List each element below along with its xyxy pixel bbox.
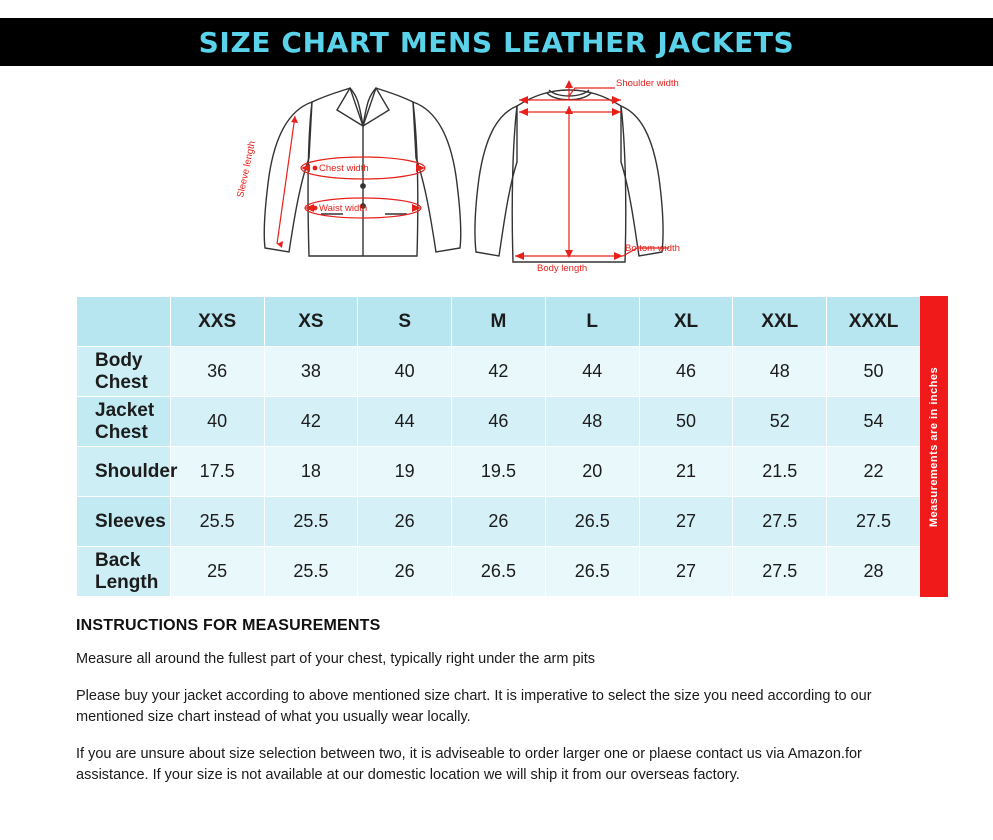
- cell-jacket-chest-xs: 42: [264, 397, 358, 447]
- instructions-paragraph-2: Please buy your jacket according to above mentioned size chart. It is imperative to select the size you need according to our mentioned size chart instead of what you usually wear locally.: [76, 688, 872, 726]
- jacket-illustration: [0, 66, 993, 294]
- cell-shoulder-xxl: 21.5: [733, 447, 827, 497]
- cell-back-length-xl: 27: [639, 547, 733, 597]
- jacket-diagram-svg: [217, 66, 777, 292]
- cell-sleeves-m: 26: [452, 497, 546, 547]
- cell-back-length-s: 26: [358, 547, 452, 597]
- cell-sleeves-xs: 25.5: [264, 497, 358, 547]
- row-header-jacket-chest: Jacket Chest: [77, 397, 171, 447]
- cell-back-length-m: 26.5: [452, 547, 546, 597]
- row-header-shoulder: Shoulder: [77, 447, 171, 497]
- table-row: [77, 397, 921, 447]
- cell-jacket-chest-xxs: 40: [170, 397, 264, 447]
- instructions-paragraph-3: If you are unsure about size selection between two, it is adviseable to order larger one or plaese contact us via Amazon.for assistance. If your size is not available at our domestic location we will ship it from our overseas factory.: [76, 746, 862, 784]
- cell-body-chest-l: 44: [545, 347, 639, 397]
- cell-body-chest-xxl: 48: [733, 347, 827, 397]
- cell-body-chest-m: 42: [452, 347, 546, 397]
- cell-body-chest-xxxl: 50: [827, 347, 921, 397]
- cell-jacket-chest-m: 46: [452, 397, 546, 447]
- cell-back-length-xxs: 25: [170, 547, 264, 597]
- cell-sleeves-s: 26: [358, 497, 452, 547]
- instructions-paragraph-1: Measure all around the fullest part of your chest, typically right under the arm pits: [76, 651, 596, 667]
- measurement-units-label: Measurements are in inches: [928, 366, 940, 527]
- size-table-wrapper: [76, 296, 940, 597]
- cell-jacket-chest-xxxl: 54: [827, 397, 921, 447]
- table-header-row: [77, 297, 921, 347]
- column-header-xl: XL: [639, 297, 733, 347]
- table-corner-cell: [77, 297, 171, 347]
- measurement-units-strip: [920, 296, 948, 597]
- cell-back-length-xxl: 27.5: [733, 547, 827, 597]
- cell-shoulder-xxs: 17.5: [170, 447, 264, 497]
- cell-jacket-chest-s: 44: [358, 397, 452, 447]
- row-header-back-length: Back Length: [77, 547, 171, 597]
- column-header-l: L: [545, 297, 639, 347]
- row-header-body-chest: Body Chest: [77, 347, 171, 397]
- cell-body-chest-xxs: 36: [170, 347, 264, 397]
- column-header-m: M: [452, 297, 546, 347]
- column-header-xxl: XXL: [733, 297, 827, 347]
- instructions-heading: INSTRUCTIONS FOR MEASUREMENTS: [76, 617, 381, 634]
- size-table: [76, 296, 921, 597]
- label-body-length: Body length: [536, 263, 587, 274]
- cell-back-length-l: 26.5: [545, 547, 639, 597]
- cell-jacket-chest-xl: 50: [639, 397, 733, 447]
- label-sleeve-length: Sleeve length: [234, 140, 258, 199]
- cell-sleeves-l: 26.5: [545, 497, 639, 547]
- cell-shoulder-s: 19: [358, 447, 452, 497]
- cell-sleeves-xxs: 25.5: [170, 497, 264, 547]
- instructions-section: [76, 617, 921, 786]
- cell-jacket-chest-xxl: 52: [733, 397, 827, 447]
- column-header-xxxl: XXXL: [827, 297, 921, 347]
- cell-back-length-xxxl: 28: [827, 547, 921, 597]
- column-header-xs: XS: [264, 297, 358, 347]
- cell-body-chest-s: 40: [358, 347, 452, 397]
- cell-shoulder-l: 20: [545, 447, 639, 497]
- cell-shoulder-xs: 18: [264, 447, 358, 497]
- cell-shoulder-m: 19.5: [452, 447, 546, 497]
- column-header-xxs: XXS: [170, 297, 264, 347]
- page-title: SIZE CHART MENS LEATHER JACKETS: [198, 25, 795, 59]
- label-waist-width: Waist width: [318, 203, 367, 214]
- cell-sleeves-xxl: 27.5: [733, 497, 827, 547]
- label-chest-width: Chest width: [318, 163, 369, 174]
- table-row: [77, 447, 921, 497]
- cell-shoulder-xl: 21: [639, 447, 733, 497]
- table-row: [77, 347, 921, 397]
- cell-body-chest-xs: 38: [264, 347, 358, 397]
- size-table-body: [77, 347, 921, 597]
- title-bar: [0, 18, 993, 66]
- table-row: [77, 497, 921, 547]
- cell-sleeves-xxxl: 27.5: [827, 497, 921, 547]
- label-bottom-width: Bottom width: [624, 243, 680, 254]
- column-header-s: S: [358, 297, 452, 347]
- cell-shoulder-xxxl: 22: [827, 447, 921, 497]
- row-header-sleeves: Sleeves: [77, 497, 171, 547]
- table-row: [77, 547, 921, 597]
- cell-body-chest-xl: 46: [639, 347, 733, 397]
- cell-back-length-xs: 25.5: [264, 547, 358, 597]
- cell-sleeves-xl: 27: [639, 497, 733, 547]
- cell-jacket-chest-l: 48: [545, 397, 639, 447]
- label-shoulder-width: Shoulder width: [615, 78, 679, 89]
- size-table-head: [77, 297, 921, 347]
